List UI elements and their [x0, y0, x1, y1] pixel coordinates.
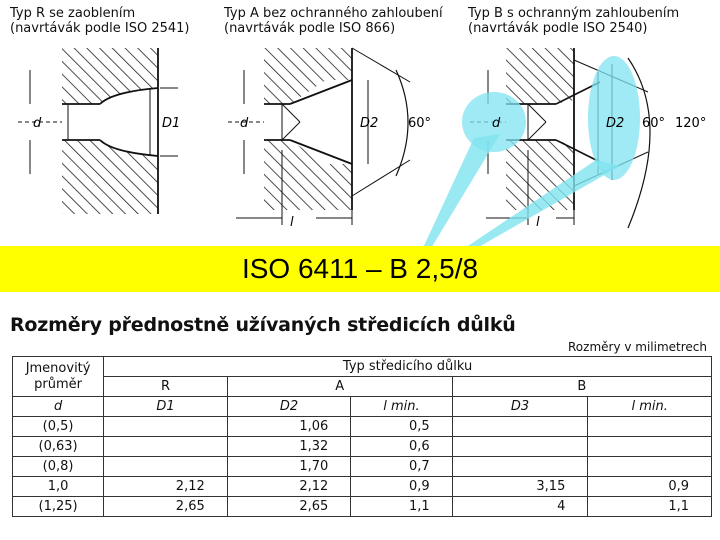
table-row: [13, 477, 712, 497]
figure-type-a: [228, 48, 431, 230]
cell-d2: 1,06: [227, 417, 351, 437]
header-nominal: [13, 357, 104, 397]
figure-b-angle: 60°: [642, 116, 666, 131]
cell-d1: 2,12: [104, 477, 228, 497]
cell-d3: 3,15: [452, 477, 588, 497]
cell-d2: 2,65: [227, 497, 351, 517]
figure-b-label-l: l: [536, 215, 540, 230]
col-header-lmin-a: l min.: [351, 397, 452, 417]
cell-lmin-b: 1,1: [588, 497, 712, 517]
caption-type-b-line2: (navrtávák podle ISO 2540): [468, 21, 648, 36]
figure-a-label-d2: D2: [360, 116, 379, 131]
caption-type-b-line1: Typ B s ochranným zahloubením: [468, 6, 680, 21]
figure-b-label-d: d: [492, 116, 501, 131]
col-header-d2: D2: [227, 397, 351, 417]
table-row: [13, 457, 712, 477]
figure-a-label-l: l: [290, 215, 294, 230]
cell-d3: [452, 457, 588, 477]
cell-d: 1,0: [13, 477, 104, 497]
cell-d3: 4: [452, 497, 588, 517]
cell-d2: 1,32: [227, 437, 351, 457]
header-type-r: R: [104, 377, 228, 397]
table-row: [13, 437, 712, 457]
table-title: Rozměry přednostně užívaných středicích důlků: [10, 314, 516, 336]
cell-lmin-a: 0,7: [351, 457, 452, 477]
cell-d1: [104, 417, 228, 437]
figure-b-angle2: 120°: [675, 116, 707, 131]
cell-d: (0,63): [13, 437, 104, 457]
designation-text: ISO 6411 – B 2,5/8: [241, 253, 479, 284]
cell-lmin-b: [588, 437, 712, 457]
figure-a-angle: 60°: [408, 116, 432, 131]
col-header-d: d: [13, 397, 104, 417]
units-note: Rozměry v milimetrech: [568, 340, 708, 354]
col-header-d1: D1: [104, 397, 228, 417]
figure-type-b: [422, 48, 706, 250]
cell-lmin-a: 0,5: [351, 417, 452, 437]
dimensions-table: [12, 356, 712, 517]
cell-lmin-a: 0,9: [351, 477, 452, 497]
cell-lmin-b: [588, 457, 712, 477]
cell-d2: 1,70: [227, 457, 351, 477]
cell-d1: [104, 457, 228, 477]
cell-d: (0,8): [13, 457, 104, 477]
table-row: [13, 417, 712, 437]
figure-r-label-d1: D1: [162, 116, 181, 131]
cell-lmin-a: 0,6: [351, 437, 452, 457]
caption-type-r-line2: (navrtávák podle ISO 2541): [10, 21, 190, 36]
cell-lmin-a: 1,1: [351, 497, 452, 517]
cell-d3: [452, 437, 588, 457]
col-header-lmin-b: l min.: [588, 397, 712, 417]
cell-d2: 2,12: [227, 477, 351, 497]
figure-r-label-d: d: [33, 116, 42, 131]
header-nominal-line1: Jmenovitý: [25, 360, 91, 376]
figure-a-label-d: d: [240, 116, 249, 131]
caption-type-r-line1: Typ R se zaoblením: [10, 6, 136, 21]
header-nominal-line2: průměr: [34, 376, 82, 392]
figure-b-label-d2: D2: [606, 116, 625, 131]
cell-d3: [452, 417, 588, 437]
cell-d1: 2,65: [104, 497, 228, 517]
center-hole-drawings: [0, 0, 720, 250]
cell-lmin-b: [588, 417, 712, 437]
cell-d: (0,5): [13, 417, 104, 437]
header-type-b: B: [452, 377, 711, 397]
cell-d1: [104, 437, 228, 457]
header-type: Typ středicího důlku: [104, 357, 712, 377]
caption-type-a-line2: (navrtávák podle ISO 866): [224, 21, 396, 36]
designation-banner: [0, 246, 720, 292]
table-row: [13, 497, 712, 517]
cell-d: (1,25): [13, 497, 104, 517]
cell-lmin-b: 0,9: [588, 477, 712, 497]
figure-type-r: [18, 48, 180, 214]
header-type-a: A: [227, 377, 452, 397]
col-header-d3: D3: [452, 397, 588, 417]
caption-type-a-line1: Typ A bez ochranného zahloubení: [224, 6, 443, 21]
